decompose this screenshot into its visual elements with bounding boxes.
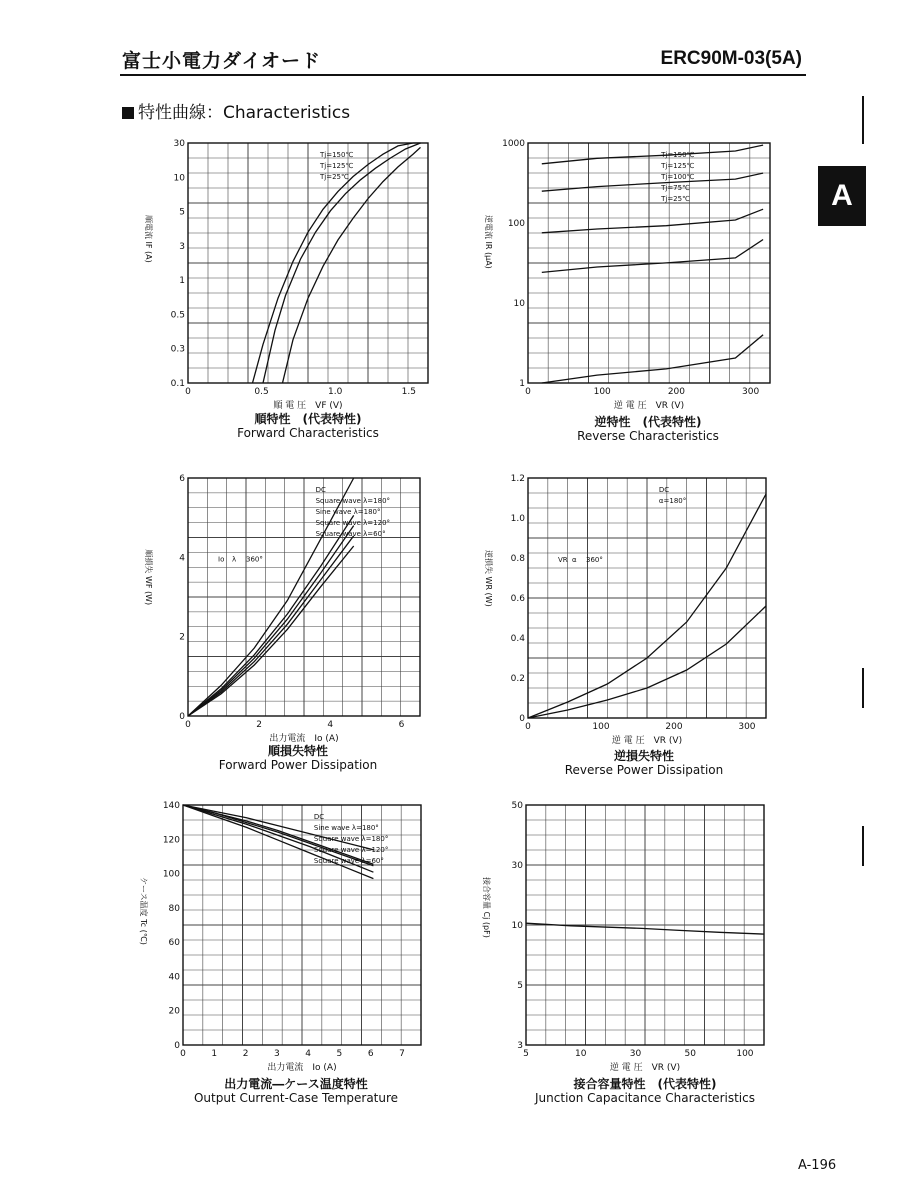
x-tick-label: 50 [684, 1049, 696, 1059]
caption-en: Forward Power Dissipation [218, 758, 378, 772]
x-tick-label: 1.0 [328, 387, 343, 397]
y-axis-label: ケース温度 Tc (℃) [139, 877, 148, 945]
y-axis-label: 逆電流 IR (μA) [484, 215, 493, 269]
x-tick-label: 200 [665, 722, 683, 732]
inset-label: α [572, 556, 577, 564]
x-axis-label: 逆 電 圧 VR (V) [611, 736, 683, 746]
x-axis-label: 逆 電 圧 VR (V) [609, 1063, 681, 1073]
y-tick-label: 40 [168, 972, 180, 983]
y-tick-label: 0.5 [170, 310, 185, 321]
y-tick-label: 20 [168, 1006, 180, 1017]
edge-mark-low [862, 826, 864, 866]
y-tick-label: 3 [179, 241, 185, 252]
y-tick-label: 2 [179, 632, 185, 643]
x-tick-label: 30 [629, 1049, 642, 1059]
y-tick-label: 0.4 [510, 634, 525, 644]
caption-en: Reverse Characteristics [577, 429, 719, 443]
legend-label: Tj=75℃ [661, 184, 690, 192]
x-tick-label: 7 [399, 1049, 405, 1059]
y-tick-label: 100 [162, 869, 180, 880]
x-tick-label: 300 [738, 722, 756, 732]
x-tick-label: 1.5 [401, 387, 416, 397]
part-number: ERC90M-03(5A) [660, 48, 802, 69]
y-tick-label: 0 [174, 1041, 180, 1051]
caption-jp: 順損失特性 [267, 744, 328, 758]
y-tick-label: 0.3 [170, 344, 185, 355]
y-tick-label: 30 [173, 139, 185, 149]
series-line-4 [188, 546, 354, 716]
chart-fwd_char [138, 133, 458, 433]
x-tick-label: 0 [180, 1049, 186, 1059]
y-tick-label: 10 [511, 921, 523, 931]
y-tick-label: 4 [179, 553, 185, 564]
chart-rev_char [478, 133, 800, 433]
x-tick-label: 0 [185, 720, 191, 730]
edge-mark-mid [862, 668, 864, 708]
x-tick-label: 100 [592, 722, 610, 732]
legend-label: Tj=125℃ [661, 162, 695, 170]
y-tick-label: 100 [507, 219, 525, 229]
legend-label: Tj=150℃ [661, 151, 695, 159]
caption-en: Reverse Power Dissipation [564, 763, 724, 777]
caption-jp: 接合容量特性 (代表特性) [573, 1077, 717, 1091]
legend-label: α=180° [658, 497, 687, 505]
chart-rev_pow [478, 468, 796, 768]
x-axis-label: 逆 電 圧 VR (V) [613, 401, 685, 411]
x-tick-label: 0 [185, 387, 191, 397]
legend-label: Tj=100℃ [661, 173, 695, 181]
y-tick-label: 0.6 [510, 594, 525, 604]
legend-label: Tj=25℃ [320, 173, 349, 181]
y-tick-label: 50 [511, 801, 523, 811]
x-tick-label: 0.5 [254, 387, 269, 397]
y-tick-label: 140 [162, 801, 180, 811]
caption-jp: 出力電流―ケース温度特性 [224, 1077, 368, 1091]
legend-label: Square wave λ=180° [313, 835, 389, 843]
edge-mark-top [862, 96, 864, 144]
y-axis-label: 順電流 IF (A) [144, 215, 153, 263]
y-tick-label: 1 [179, 276, 185, 287]
y-tick-label: 120 [162, 835, 180, 846]
x-tick-label: 0 [525, 722, 531, 732]
y-axis-label: 逆損失 WR (W) [484, 550, 493, 607]
series-line-2 [283, 147, 421, 383]
x-tick-label: 1 [211, 1049, 218, 1059]
y-tick-label: 60 [168, 938, 180, 949]
legend-label: DC [315, 486, 326, 494]
x-tick-label: 3 [273, 1049, 280, 1059]
x-axis-label: 順 電 圧 VF (V) [273, 401, 343, 411]
x-tick-label: 2 [256, 720, 263, 730]
x-axis-label: 出力電流 Io (A) [267, 1063, 337, 1073]
caption-jp: 順特性 (代表特性) [254, 412, 362, 426]
y-tick-label: 6 [179, 474, 185, 484]
inset-label: λ [232, 555, 237, 564]
x-tick-label: 4 [327, 720, 334, 730]
inset-label: Io [218, 555, 225, 564]
y-tick-label: 5 [517, 981, 523, 991]
y-tick-label: 0.2 [510, 674, 525, 684]
caption-jp: 逆特性 (代表特性) [594, 415, 702, 429]
inset-label: VR [558, 556, 568, 564]
chart-junc_cap [476, 795, 794, 1095]
caption-jp: 逆損失特性 [613, 749, 674, 763]
caption-en: Output Current-Case Temperature [193, 1091, 399, 1105]
y-tick-label: 5 [179, 207, 185, 218]
y-tick-label: 80 [168, 903, 180, 914]
chart-case_temp [133, 795, 451, 1095]
y-tick-label: 1.2 [510, 474, 525, 484]
legend-label: Sine wave λ=180° [313, 824, 379, 832]
grid [188, 143, 428, 383]
legend-label: Tj=150℃ [320, 151, 354, 159]
chart-fwd_pow [138, 468, 450, 766]
legend-label: Tj=125℃ [320, 162, 354, 170]
y-tick-label: 30 [511, 861, 523, 871]
inset-label: 360° [246, 555, 263, 564]
section-title-text: 特性曲線：Characteristics [138, 103, 351, 123]
series-line-3 [188, 536, 354, 716]
header-rule [120, 74, 806, 76]
x-tick-label: 4 [305, 1049, 311, 1059]
index-tab: A [818, 166, 866, 226]
legend-label: Square wave λ=120° [315, 519, 391, 527]
x-tick-label: 6 [367, 1049, 374, 1059]
y-axis-label: 接合容量 Cj (pF) [482, 877, 491, 938]
section-title [122, 98, 350, 123]
square-bullet-icon [122, 107, 134, 119]
document-title-jp: 富士小電力ダイオード [122, 50, 322, 72]
series-line-1 [188, 515, 354, 716]
x-axis-label: 出力電流 Io (A) [269, 734, 339, 744]
y-tick-label: 0.8 [510, 554, 525, 564]
y-tick-label: 10 [513, 299, 525, 309]
legend-label: Sine wave λ=180° [315, 508, 381, 516]
legend-label: Square wave λ=180° [315, 497, 391, 505]
x-tick-label: 6 [398, 720, 405, 730]
x-tick-label: 0 [525, 387, 531, 397]
legend-label: DC [658, 486, 670, 494]
x-tick-label: 5 [523, 1049, 529, 1059]
legend-label: Square wave λ=120° [313, 846, 389, 854]
legend-label: Square wave λ=60° [313, 857, 384, 865]
grid [528, 478, 766, 718]
x-tick-label: 300 [742, 387, 760, 397]
legend-label: Tj=25℃ [661, 195, 690, 203]
caption-en: Junction Capacitance Characteristics [535, 1091, 755, 1105]
y-tick-label: 0.1 [170, 379, 185, 389]
x-tick-label: 200 [667, 387, 686, 397]
y-tick-label: 0 [179, 712, 185, 722]
caption-en: Forward Characteristics [237, 426, 379, 440]
y-axis-label: 順損失 WF (W) [144, 549, 153, 606]
page-number: A-196 [798, 1158, 837, 1173]
x-tick-label: 10 [575, 1049, 587, 1059]
y-tick-label: 1 [519, 379, 525, 389]
y-tick-label: 1.0 [510, 514, 525, 524]
y-tick-label: 3 [517, 1041, 523, 1051]
legend-label: Square wave λ=60° [315, 530, 386, 538]
legend-label: DC [313, 813, 325, 821]
x-tick-label: 5 [336, 1049, 343, 1059]
inset-label: 360° [586, 556, 603, 564]
y-tick-label: 10 [173, 173, 185, 184]
y-tick-label: 0 [519, 714, 525, 724]
y-tick-label: 1000 [502, 139, 525, 149]
x-tick-label: 100 [593, 387, 611, 397]
x-tick-label: 100 [736, 1049, 754, 1059]
x-tick-label: 2 [242, 1049, 249, 1059]
